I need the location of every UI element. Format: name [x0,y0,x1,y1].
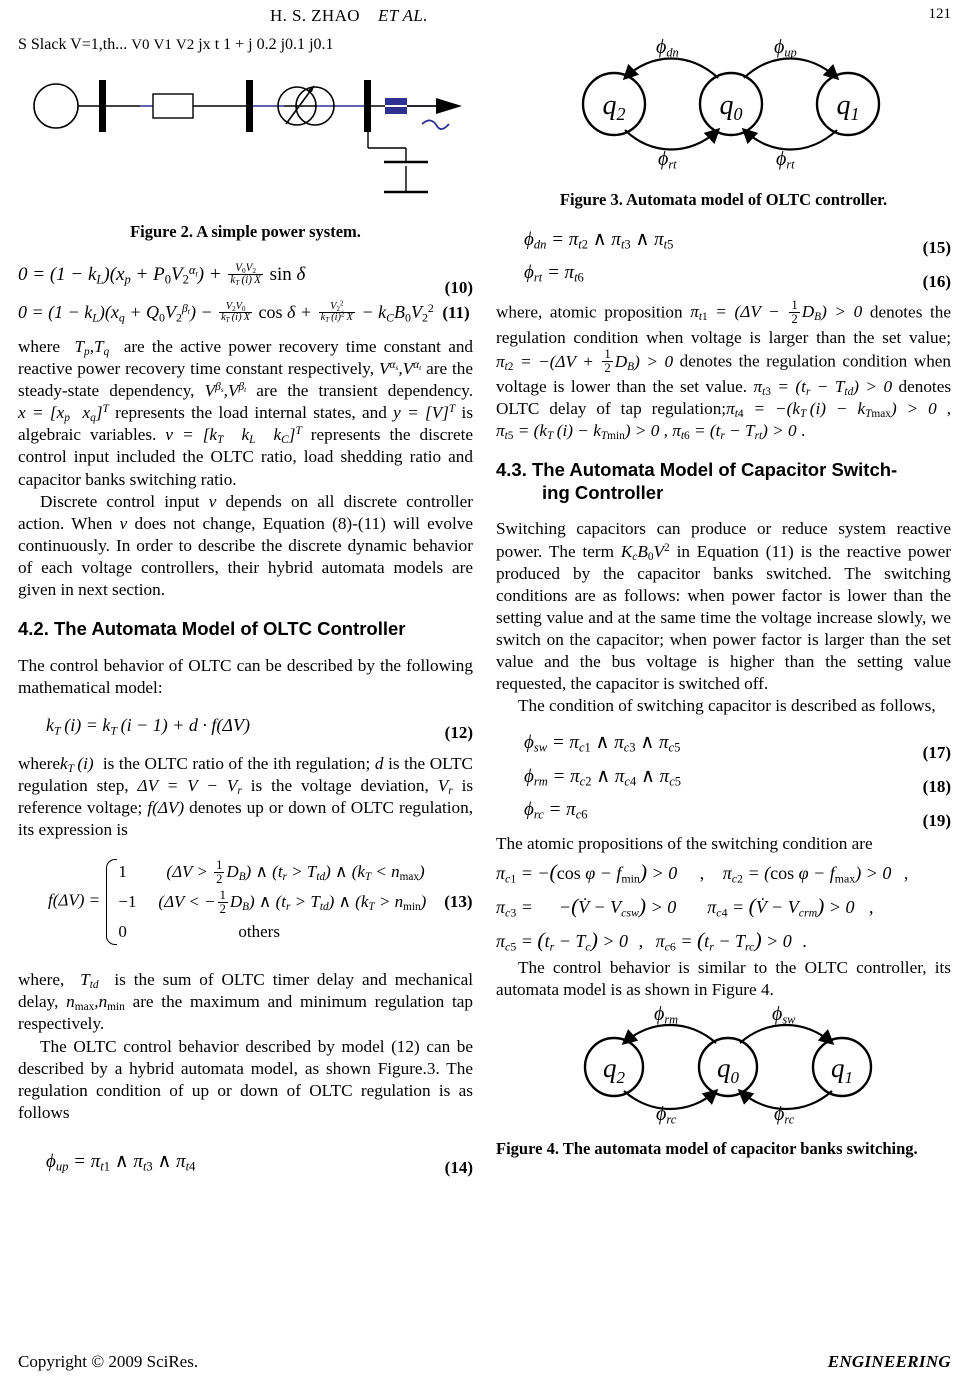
math-d: d [374,753,384,773]
page-number: 121 [928,6,951,22]
equation-19-number: (19) [922,811,951,831]
equation-14-body: $\phi_{up} = \pi_{t1}$ ∧ $\pi_{t3}$ ∧ $\pi_{t4}$ [46,1150,196,1174]
math-kcb0v2: $K_cB_0V^2$ [620,541,670,563]
equation-18 [496,765,951,797]
equation-12-number: (12) [444,722,473,742]
figure-3-caption: Figure 3. Automata model of OLTC controller. [559,190,888,209]
equation-16-number: (16) [922,272,951,291]
math-pi-t1: $\pi_{t1} = (\Delta V$ − $\frac{1}{2}$ $D_B) > 0$ [690,298,863,326]
equation-17-number: (17) [922,743,951,763]
fig2-label-bus0: V0 [131,37,150,53]
section-heading-4-3 [496,459,951,504]
equation-14-number: (14) [444,1157,473,1177]
paragraph-oltc-intro: The control behavior of OLTC can be described by the following mathematical model: [18,655,473,697]
paragraph-similar-behavior: The control behavior is similar to the OLTC controller, its automata model is as shown in Figure 4. [496,957,951,999]
math-pi-c4: $\pi_{c4}$ = (V̇ − $V_{crm}) > 0$ [707,894,855,920]
math-row-pi-c1-c2: $\pi_{c1} = -(\cos$ $\varphi - f_{min}) > 0$ , $\pi_{c2} = (\cos$ $\varphi - f_{max}) > 0$ , [496,860,909,886]
left-column [18,36,473,1184]
equation-11 [18,302,473,326]
running-head [30,6,951,28]
math-row-pi-c5-c6: $\pi_{c5} = (t_r - T_c) > 0$ , $\pi_{c6} = (t_r - T_{rc}) > 0$ . [496,927,807,954]
equation-15-body: $\phi_{dn} = \pi_{t2}$ ∧ $\pi_{t3}$ ∧ $\pi_{t5}$ [524,229,674,252]
math-pi-t5: $\pi_{t5} = (k_T$ $(i) - k_{Tmin}) > 0$ [496,421,660,443]
equation-10-body: $0 = (1 - k_L)(x_p + P_0V_2^{\alpha_t})$ + $\frac{V_0V_2}{k_T (i) X}$ sin δ [18,262,306,288]
math-pi-c2: $\pi_{c2} = (\cos$ $\varphi - f_{max}) > 0$ [722,863,892,886]
math-f-delta-v: f(ΔV) [147,798,185,818]
equation-19-body: $\phi_{rc} = \pi_{c6}$ [524,799,588,822]
figure-3-label-rt-left: $\phi_{rt}$ [658,148,677,172]
equation-13-body: f(ΔV) = 1 (ΔV > $\frac{1}{2}$ $D_B$) ∧ $(t_r > T_{td})$ ∧ $(k_T < n_{max})$ −1 (ΔV < − $\frac{1}{2}$ $D_B$) ∧ $(t_r > T_{td})$ ∧ $(k_T > n_{min})$ (13) 0 others [18,857,473,946]
footer-copyright: Copyright © 2009 SciRes. [18,1352,199,1371]
equation-15-number: (15) [922,238,951,257]
math-x-vector: $x = [x_p$ $x_q]^T$ [18,403,109,425]
math-pi-t6: $\pi_{t6} = (t_r - T_{rt}) > 0$ [672,421,797,443]
figure-4-caption: Figure 4. The automata model of capacitor banks switching. [496,1138,918,1158]
equation-17 [496,731,951,763]
figure-4 [496,1002,951,1133]
equation-10-number: (10) [444,278,473,297]
equation-13-case-1: 1 (ΔV > $\frac{1}{2}$ $D_B$) ∧ $(t_r > T_{td})$ ∧ $(k_T < n_{max})$ [118,858,425,886]
figure-2 [18,36,473,216]
equation-12-body: $k_T$ $(i) = k_T$ (i − 1) + d · f(ΔV) [46,714,250,738]
math-pi-c1: $\pi_{c1} = -(\cos$ $\varphi - f_{min}) > 0$ [496,860,678,886]
equation-13 [18,857,473,953]
math-pi-c6: $\pi_{c6} = (t_r - T_{rc}) > 0$ [655,927,792,954]
math-pi-t4: $\pi_{t4} = -(k_T$ $(i) - k_{Tmax}) > 0$ [726,399,937,421]
equation-13-case-3: 0 others [118,921,280,941]
equation-13-case-2: −1 (ΔV < − $\frac{1}{2}$ $D_B$) ∧ $(t_r > T_{td})$ ∧ $(k_T > n_{min})$ (13) [118,887,473,916]
equation-13-number: (13) [444,892,473,911]
figure-4-label-sw: $\phi_{sw}$ [772,1002,796,1027]
fig2-label-transformer-tap: t [214,36,220,53]
figure-3-label-rt-right: $\phi_{rt}$ [776,148,795,172]
equation-18-body: $\phi_{rm} = \pi_{c2}$ ∧ $\pi_{c4}$ ∧ $\pi_{c5}$ [524,766,682,789]
fig2-label-bus2: V2 [175,37,195,53]
equation-15 [496,228,951,257]
figure-3-label-dn: $\phi_{dn}$ [656,36,679,60]
math-vr: $V_r$ [437,775,453,798]
section-heading-4-2: 4.2. The Automata Model of OLTC Controller [18,618,406,640]
math-pi-c5: $\pi_{c5} = (t_r - T_c) > 0$ [496,927,629,954]
equation-11-number: (11) [442,303,470,322]
paragraph-capacitor-condition: The condition of switching capacitor is described as follows, [518,696,936,716]
figure-4-diagram [496,1002,951,1133]
svg-text:q2: $q_2$ [603,1052,625,1087]
math-v-vector: $v = [k_T$ $k_L$ $k_C]^T$ [165,425,302,447]
equation-10 [18,262,473,297]
math-nmax-nmin: $n_{max},n_{min}$ [66,992,125,1014]
svg-text:q2: $q_2$ [602,90,626,124]
paragraph-after-eq12: wherek$_T$ (i) is the OLTC ratio of the ith regulation; d is the OLTC regulation step, $\Delta V = V - V_r$ is the voltage deviation, $V_r$ is reference voltage; f(ΔV) denotes up or down of OLTC regulation, its expression is [18,753,474,840]
math-y-vector: $y = [V]^T$ [393,403,456,423]
equation-16-body: $\phi_{rt} = \pi_{t6}$ [524,262,584,285]
svg-text:q0: $q_0$ [719,90,743,124]
equation-19 [496,799,951,831]
math-nu-2: v [119,513,128,533]
equation-12 [18,714,473,742]
fig2-label-slack-sub: V=1,th... [70,36,128,53]
figure-4-label-rc-left: $\phi_{rc}$ [656,1102,677,1127]
paragraph-discrete-control: Discrete control input v depends on all discrete controller action. When v does not change, Equation (8)-(11) will evolve continuously. In order to describe the discrete dynamic behavior of each voltage controllers, their hybrid automata models are given in next section. [18,491,473,600]
paragraph-atomic-propositions: where, atomic proposition $\pi_{t1} = (\Delta V$ − $\frac{1}{2}$ $D_B) > 0$ denotes the regulation condition when voltage is larger than the set value; $\pi_{t2} = -(\Delta V$ + $\frac{1}{2}$ $D_B) > 0$ denotes the regulation condition when voltage is lower than the set value. $\pi_{t3} = (t_r - T_{td}) > 0$ denotes OLTC delay of tap $regulation;\pi_{t4} = -(k_T$ $(i) - k_{Tmax}) > 0$ , $\pi_{t5} = (k_T$ $(i) - k_{Tmin}) > 0$ , $\pi_{t6} = (t_r - T_{rt}) > 0$ . [496,298,952,443]
math-valpha: $V^{\alpha_s},V^{\alpha_t}$ [378,359,422,379]
figure-3-diagram [496,36,951,184]
figure-2-caption: Figure 2. A simple power system. [130,222,361,241]
fig2-label-line-impedance: jx [198,36,211,53]
math-kt-i: $k_T$ (i) [60,753,94,776]
math-vbeta: $V^{\beta_s},V^{\beta_t}$ [204,381,247,401]
math-ttd: $T_{td}$ [80,970,99,992]
equation-11-body: $0 = (1 - k_L)(x_q + Q_0V_2^{\beta_t})$ − $\frac{V_2V_0}{k_T (i) X}$ cos δ + $\frac{V_2^2}{k_T (i)^2 X}$ − $k_CB_0V_2^2$ (11) [18,300,470,325]
section-heading-4-3-line1: 4.3. The Automata Model of Capacitor Switch- [496,459,898,481]
equation-16 [496,262,951,291]
running-head-etal: ET AL. [377,6,428,25]
equation-17-body: $\phi_{sw} = \pi_{c1}$ ∧ $\pi_{c3}$ ∧ $\pi_{c5}$ [524,732,681,755]
math-pi-t3: $\pi_{t3} = (t_r - T_{td}) > 0$ [753,377,893,399]
figure-2-diagram [18,36,473,216]
paragraph-oltc-behavior: The OLTC control behavior described by model (12) can be described by a hybrid automata model, as shown Figure.3. The regulation condition of up or down of OLTC regulation is as follows [18,1036,473,1122]
fig2-label-slack: Slack [30,36,67,53]
math-row-pi-c3-c4: $\pi_{c3}$ = −(V̇ − $V_{csw}) > 0$ $\pi_{c4}$ = (V̇ − $V_{crm}) > 0$ , [496,894,874,920]
svg-text:q0: $q_0$ [717,1052,739,1087]
math-delta-v: $\Delta V = V - V_r$ [137,775,242,798]
figure-3 [496,36,951,184]
paragraph-atomic-switching: The atomic propositions of the switching condition are [496,834,873,854]
paragraph-where-variables: where $T_p,T_q$ are the active power recovery time constant and reactive power recovery time constant respectively, $V^{\alpha_s},V^{\alpha_t}$ are the steady-state dependency, $V^{\beta_s},V^{\beta_t}$ are the transient dependency. $x = [x_p$ $x_q]^T$ represents the load internal states, and $y = [V]^T$ is algebraic variables. $v = [k_T$ $k_L$ $k_C]^T$ represents the discrete control input included the OLTC ratio, load shedding ratio and capacitor banks switching ratio. [18,337,474,489]
svg-text:q1: $q_1$ [831,1052,853,1087]
equation-13-cases [104,857,472,946]
svg-text:q1: $q_1$ [836,90,860,124]
fig2-label-bus1: V1 [153,37,172,53]
figure-4-label-rm: $\phi_{rm}$ [654,1002,679,1027]
math-nu-1: v [208,491,217,511]
fig2-label-load: 1 + j 0.2 [223,36,277,53]
figure-3-label-up: $\phi_{up}$ [774,36,797,60]
section-heading-4-3-line2: ing Controller [542,481,664,503]
figure-4-label-rc-right: $\phi_{rc}$ [774,1102,795,1127]
fig2-label-cap2: j0.1 [309,36,334,53]
running-head-authors: H. S. ZHAO ET AL. [270,6,428,25]
equation-18-number: (18) [922,777,951,797]
math-pi-t2: $\pi_{t2} = -(\Delta V$ + $\frac{1}{2}$ $D_B) > 0$ [496,347,674,376]
math-tp-tq: $T_p,T_q$ [74,337,110,359]
fig2-label-source: S [18,36,27,53]
math-pi-c3: $\pi_{c3}$ = −(V̇ − $V_{csw}) > 0$ [496,894,677,920]
fig2-label-cap1: j0.1 [280,36,306,53]
paragraph-capacitor-intro: Switching capacitors can produce or reduce system reactive power. The term $K_cB_0V^2$ in Equation (11) is the reactive power produced by the capacitor banks switched. The switching conditions are as follows: when power factor is lower than the setting value and at the same time the voltage increase slowly, we switch on the capacitor; when power factor is larger than the set value and the bus voltage is higher than the setting value requested, the capacitor is switched off. [496,519,951,694]
paragraph-after-eq13: where, $T_{td}$ is the sum of OLTC timer delay and mechanical delay, $n_{max},n_{min}$ are the maximum and minimum regulation tap respectively. [18,970,474,1034]
equation-14 [18,1150,473,1177]
footer-journal: ENGINEERING [827,1352,951,1371]
right-column [496,36,951,1159]
